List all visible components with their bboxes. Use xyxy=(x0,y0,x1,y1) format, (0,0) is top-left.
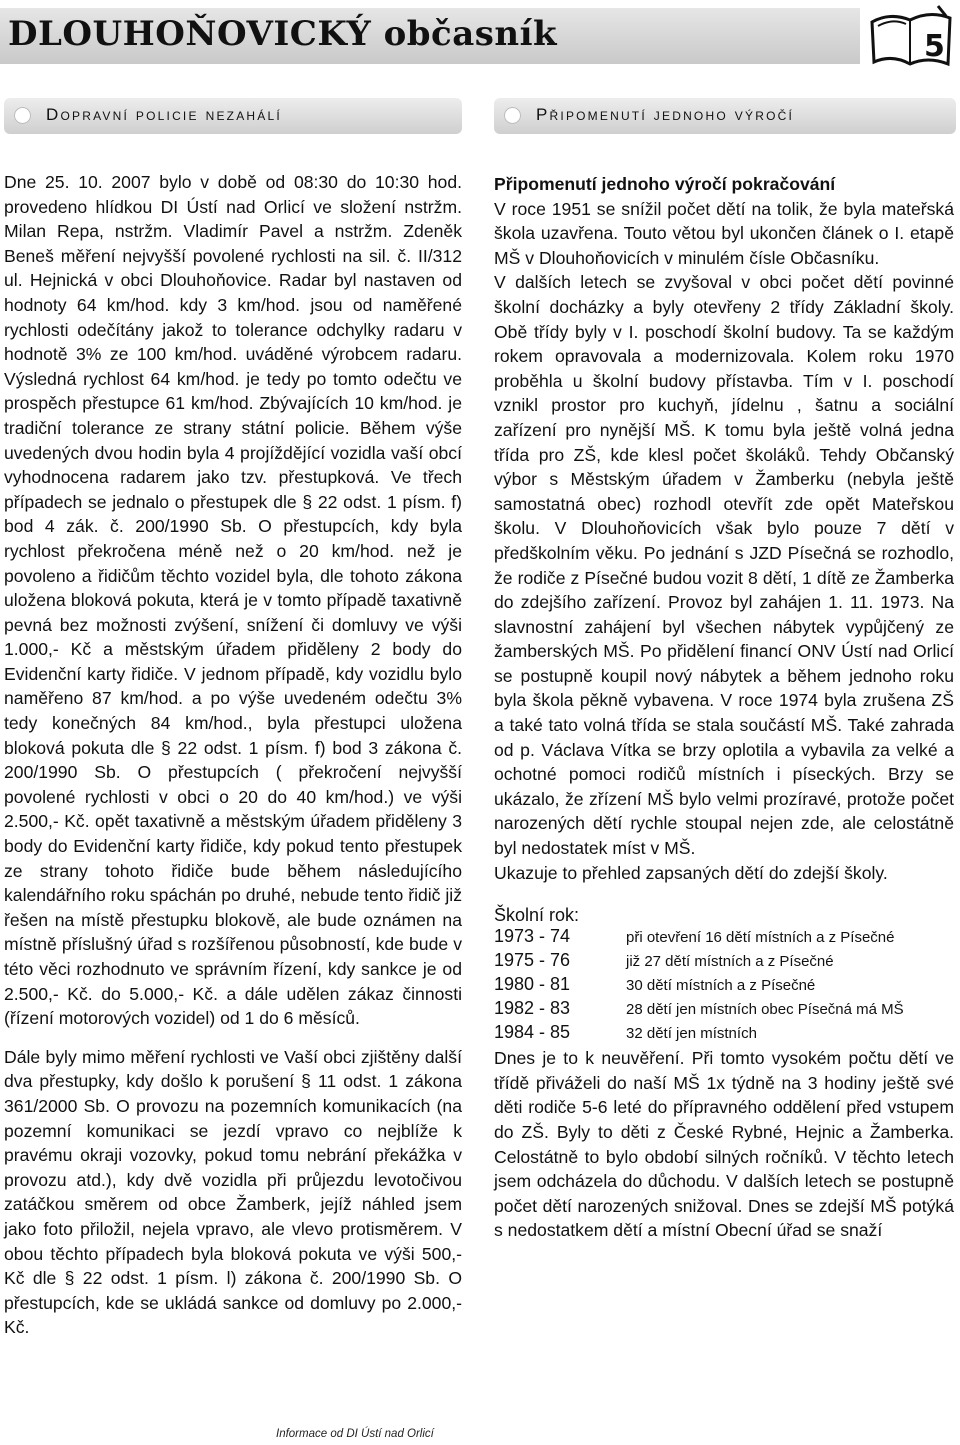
school-year: 1973 - 74 xyxy=(494,926,571,947)
article-paragraph: Dnes je to k neuvěření. Při tomto vysokém počtu dětí ve třídě přiváželi do naší MŠ 1x týdně na 3 hodiny ještě své děti rodiče 5-6 leté do přípravného oddělení před vstupem do ZŠ. Byly to děti z České Rybné, Hejnic a Žamberka. Celostátně to bylo období silných ročníků. V těchto letech jsem odcházela do důchodu. V dalších letech se postupně počet dětí narozených snižoval. Dnes se zdejší MŠ potýká s nedostatkem dětí a místní Obecní úřad se snaží xyxy=(494,1048,954,1241)
footer-credit: Informace od DI Ústí nad Orlicí xyxy=(276,1428,434,1440)
article-subheading: Připomenutí jednoho výročí pokračování xyxy=(494,174,836,194)
section-header-right xyxy=(494,98,956,134)
page-number: 5 xyxy=(924,29,945,64)
school-year-table xyxy=(494,905,954,1046)
school-year-desc: 32 dětí jen místních xyxy=(626,1025,757,1043)
section-header-left xyxy=(4,98,462,134)
article-paragraph: Dále byly mimo měření rychlosti ve Vaší obci zjištěny další dva přestupky, kdy došlo k porušení § 11 odst. 1 zákona 361/2000 Sb. O provozu na pozemních komunikacích (na pozemní komunikaci se jezdí vpravo co nejblíže k pravému okraji vozovky, pokud tomu nebrání překážka v provozu atd.), kdy dvě vozidla při průjezdu levotočivou zatáčkou směrem od obce Žamberk, jejíž náhled jsem jako foto přiložil, nejela vpravo, ale vlevo protisměrem. V obou těchto případech byla bloková pokuta ve výši 500,-Kč dle § 22 odst. 1 písm. l) zákona č. 200/1990 Sb. O přestupcích, kde se ukládá sankce od domluvy po 2.000,- Kč. xyxy=(4,1046,462,1338)
table-row xyxy=(494,1022,954,1046)
school-year: 1984 - 85 xyxy=(494,1022,571,1043)
right-article xyxy=(494,172,954,1243)
school-year-desc: při otevření 16 dětí místních a z Písečné xyxy=(626,929,895,947)
school-year: 1975 - 76 xyxy=(494,950,571,971)
article-paragraph: Ukazuje to přehled zapsaných dětí do zdejší školy. xyxy=(494,862,888,883)
school-year-desc: 28 dětí jen místních obec Písečná má MŠ xyxy=(626,1001,904,1019)
table-row xyxy=(494,998,954,1022)
table-row xyxy=(494,950,954,974)
bullet-icon xyxy=(504,107,521,124)
school-year: 1980 - 81 xyxy=(494,974,571,995)
table-row xyxy=(494,926,954,950)
school-year-desc: již 27 dětí místních a z Písečné xyxy=(626,953,834,971)
school-year-desc: 30 dětí místních a z Písečné xyxy=(626,977,816,995)
article-paragraph: V dalších letech se zvyšoval v obci počet dětí povinné školní docházky a byly otevřeny 2 třídy Základní školy. Obě třídy byly v I. poschodí školní budovy. Ta se každým rokem opravovala a modernizovala. Kolem roku 1970 proběhla u školní budovy přístavba. Tím v I. poschodí vznikl prostor pro kuchyň, jídelnu , šatnu a sociální zařízení pro nynější MŠ. K tomu byla ještě volná jedna třída pro ZŠ, kde klesl počet školáků. Tehdy Občanský výbor s Městským úřadem v Žamberku (nebyla ještě samostatná obec) rozhodl otevřít zde opět Mateřskou školu. V Dlouhoňovicích však bylo pouze 7 dětí v předškolním věku. Po jednání s JZD Písečná se rozhodlo, že rodiče z Písečné budou vozit 8 dětí, 1 dítě ze Žamberka do zdejšího zařízení. Provoz byl zahájen 1. 11. 1973. Na slavnostní zahájení byl všechen nábytek vypůjčený ze žamberských MŠ. Po přidělení financí ONV Ústí nad Orlicí se postupně koupil nový nábytek a během jednoho roku byla škola pěkně vybavena. V roce 1974 byla zrušena ZŠ a také tato volná třída se stala součástí MŠ. Také zahrada od p. Václava Vítka se brzy oplotila a vybavila za velké a ochotné pomoci rodičů místních i píseckých. Brzy se ukázalo, že zřízení MŠ bylo velmi prozíravé, protože počet narozených dětí rychle stoupal nejen zde, ale celostátně byl nedostatek míst v MŠ. xyxy=(494,272,954,859)
masthead-title: DLOUHOŇOVICKÝ občasník xyxy=(8,14,558,54)
article-paragraph: V roce 1951 se snížil počet dětí na tolik, že byla mateřská škola uzavřena. Touto větou byl ukončen článek o I. etapě MŠ v Dlouhoňovicích v minulém čísle Občasníku. xyxy=(494,198,954,268)
school-year: 1982 - 83 xyxy=(494,998,571,1019)
school-year-label: Školní rok: xyxy=(494,905,580,926)
section-title-left: Dopravní policie nezahálí xyxy=(46,105,282,124)
left-article xyxy=(4,170,462,1340)
article-paragraph: Dne 25. 10. 2007 bylo v době od 08:30 do 10:30 hod. provedeno hlídkou DI Ústí nad Orlicí ve složení nstržm. Milan Repa, nstržm. Vladimír Pavel a nstržm. Zdeněk Beneš měření nejvyšší povolené rychlosti na sil. č. II/312 ul. Hejnická v obci Dlouhoňovice. Radar byl nastaven od hodnoty 64 km/hod. kdy 3 km/hod. jsou od naměřené rychlosti odečítány jakož to tolerance odchylky radaru v hodnotě 3% ze 100 km/hod. uváděné výrobcem radaru. Výsledná rychlost 64 km/hod. je tedy po tomto odečtu ve prospěch přestupce 61 km/hod. Zbývajících 10 km/hod. je tradiční tolerance ze strany státní policie. Během výše uvedených dvou hodin byla 4 projíždějící vozidla vaší obcí vyhodnocena radarem jako tzv. přestupková. Ve třech případech se jednalo o přestupek dle § 22 odst. 1 písm. f) bod 4 zák. č. 200/1990 Sb. O přestupcích, kdy byla rychlost překročena méně než o 20 km/hod. než je povoleno a řidičům těchto vozidel byla, dle tohoto zákona uložena bloková pokuta, která je v tomto případě taxativně pevná bez možnosti zvýšení, snížení či domluvy ve výši 1.000,- Kč a městským úřadem přiděleny 2 body do Evidenční karty řidiče. V jednom případě, kdy vozidlu bylo naměřeno 87 km/hod. a po výše uvedeném odečtu 3% tedy konečných 84 km/hod., byla přestupci uložena bloková pokuta dle § 22 odst. 1 písm. f) bod 3 zákona č. 200/1990 Sb. O přestupcích ( překročení nejvyšší povolené rychlosti v obci o 20 do 40 km/hod.) ve výši 2.500,- Kč. opět taxativně a městským úřadem přiděleny 3 body do Evidenční karty řidiče, kdy pokud tento přestupek ze strany tohoto řidiče bude během následujícího kalendářního roku spáchán po druhé, nebude tento řidič již řešen na místě přestupku blokově, ale bude oznámen na místně příslušný úřad s rozšířenou působností, kde bude v této věci rozhodnuto ve správním řízení, kdy sankce je od 2.500,- Kč. do 5.000,- Kč. a dále udělen zákaz činnosti (řízení motorových vozidel) od 1 do 6 měsíců. xyxy=(4,172,462,1029)
table-row xyxy=(494,974,954,998)
page-number-book-icon xyxy=(868,2,954,70)
bullet-icon xyxy=(14,107,31,124)
section-title-right: Připomenutí jednoho výročí xyxy=(536,105,794,124)
